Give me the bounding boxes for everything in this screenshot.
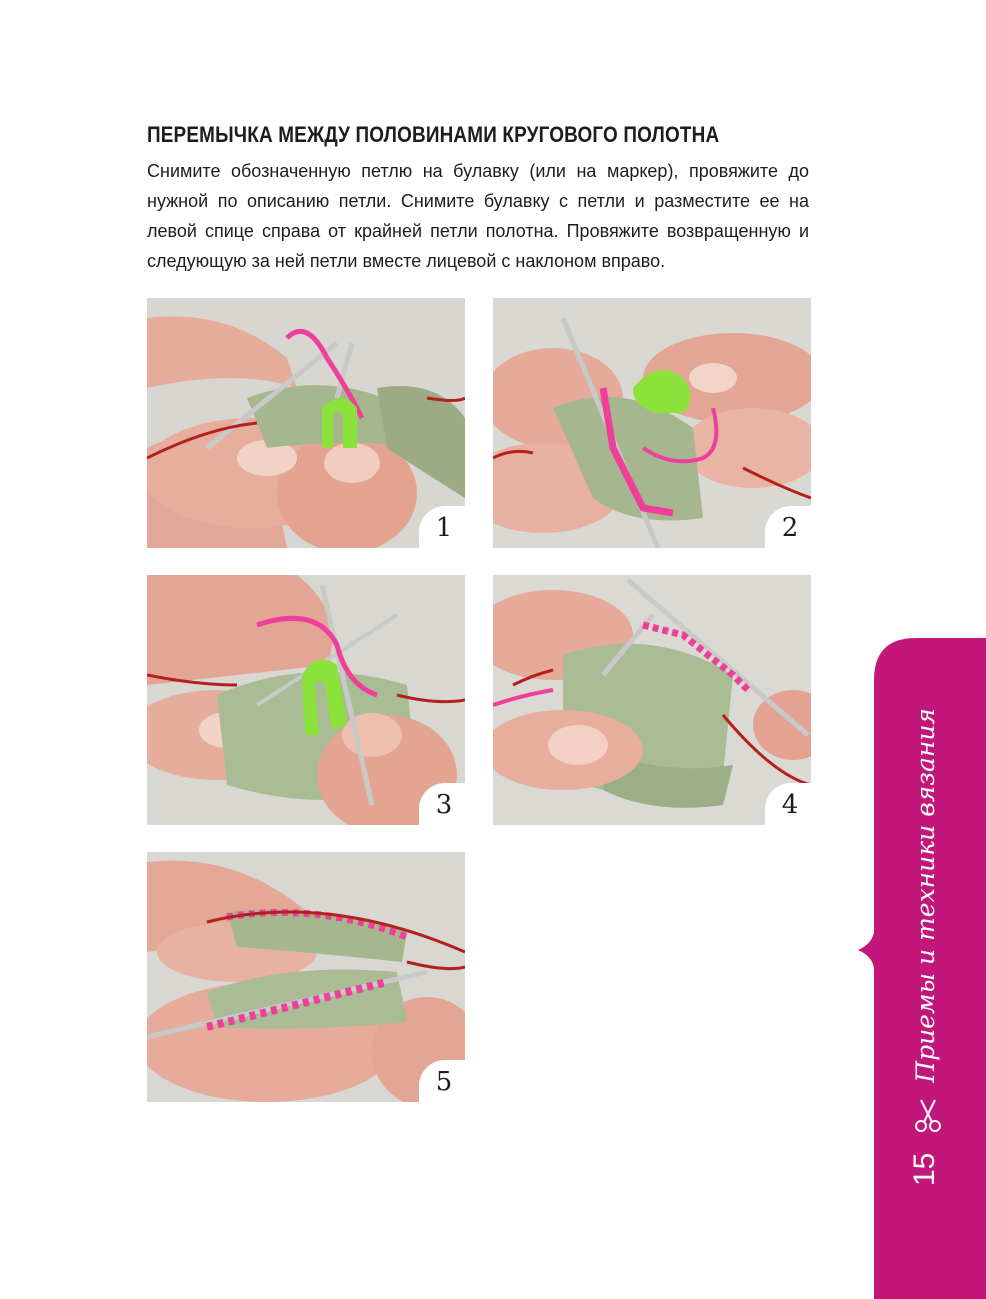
knitting-photo-5-image: [147, 852, 465, 1102]
knitting-photo-1-image: [147, 298, 465, 548]
step-number-5: 5: [419, 1060, 465, 1102]
knitting-photo-4-image: [493, 575, 811, 825]
step-photo-5: [147, 852, 465, 1102]
step-photo-3: [147, 575, 465, 825]
step-number-1: 1: [419, 506, 465, 548]
section-heading: ПЕРЕМЫЧКА МЕЖДУ ПОЛОВИНАМИ КРУГОВОГО ПОЛОТНА: [147, 122, 720, 147]
scissors-icon: [913, 1099, 943, 1133]
step-photo-4: [493, 575, 811, 825]
knitting-photo-2-image: [493, 298, 811, 548]
step-photo-1: [147, 298, 465, 548]
side-tab-label: [902, 708, 948, 1186]
section-title: Приемы и техники вязания: [911, 708, 940, 1083]
step-number-2: 2: [765, 506, 811, 548]
step-number-3: 3: [419, 783, 465, 825]
knitting-photo-3-image: [147, 575, 465, 825]
step-photo-2: [493, 298, 811, 548]
page-number: 15: [908, 1152, 941, 1186]
step-number-4: 4: [765, 783, 811, 825]
instruction-text: Снимите обозначенную петлю на булавку (или на маркер), провяжите до нужной по описанию петли. Снимите булавку с петли и разместите ее на левой спице справа от крайней петли полотна. Провяжите возвращенную и следующую за ней петли вместе лицевой с наклоном вправо.: [147, 161, 809, 271]
